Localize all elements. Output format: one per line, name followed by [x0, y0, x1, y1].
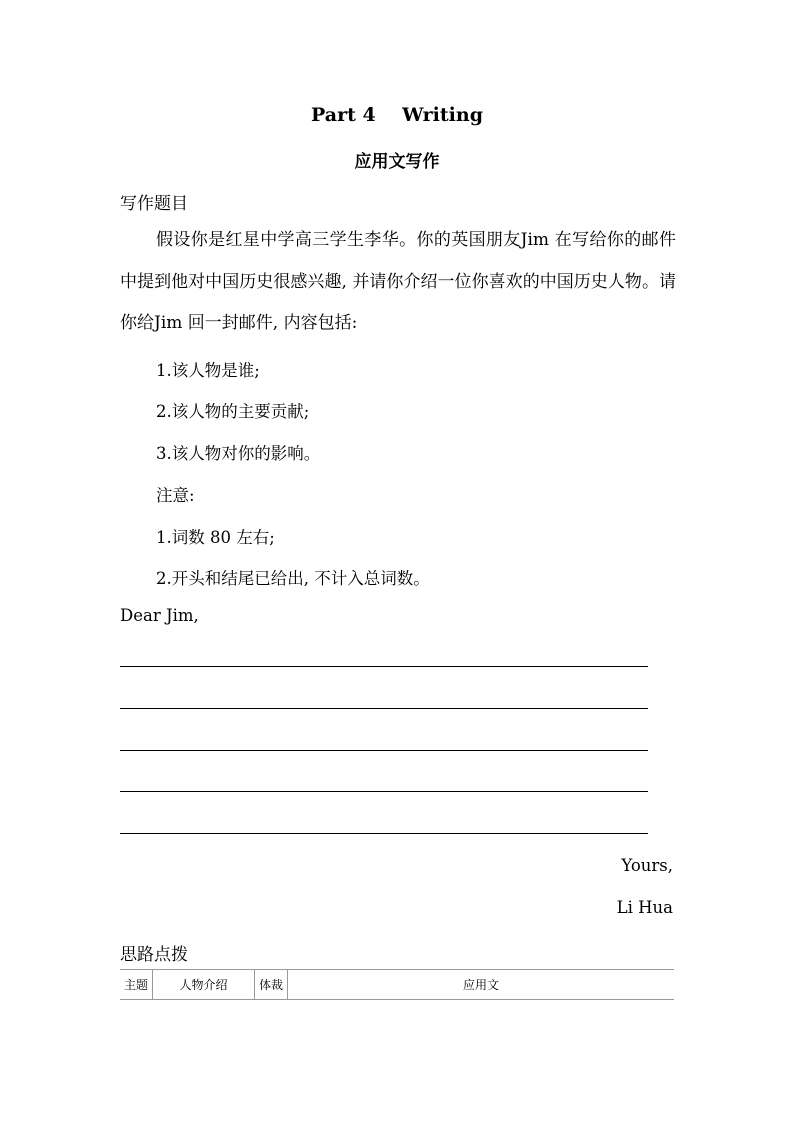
content-point-3: 3.该人物对你的影响。 — [156, 444, 321, 463]
letter-signature: Li Hua — [616, 898, 673, 917]
answer-line[interactable] — [120, 791, 648, 792]
note-2: 2.开头和结尾已给出, 不计入总词数。 — [156, 569, 430, 588]
guidance-table — [120, 969, 674, 1000]
answer-line[interactable] — [120, 708, 648, 709]
topic-label-cell: 主题 — [120, 970, 153, 1000]
content-point-1: 1.该人物是谁; — [156, 361, 260, 380]
task-scenario — [120, 220, 676, 345]
topic-value-cell: 人物介绍 — [153, 970, 255, 1000]
guidance-heading: 思路点拨 — [120, 945, 188, 965]
writing-task-heading: 写作题目 — [120, 194, 188, 214]
genre-label-cell: 体裁 — [255, 970, 288, 1000]
scenario-text: 假设你是红星中学高三学生李华。你的英国朋友Jim 在写给你的邮件中提到他对中国历史很感兴趣, 并请你介绍一位你喜欢的中国历史人物。请你给Jim 回一封邮件, 内容包括: — [120, 230, 676, 333]
answer-line[interactable] — [120, 833, 648, 834]
part-title: Part 4 Writing — [311, 104, 483, 126]
letter-closing: Yours, — [621, 856, 673, 875]
genre-value-cell: 应用文 — [288, 970, 675, 1000]
notes-label: 注意: — [156, 486, 195, 505]
note-1: 1.词数 80 左右; — [156, 528, 275, 547]
answer-line[interactable] — [120, 750, 648, 751]
table-row — [120, 970, 674, 1000]
answer-line[interactable] — [120, 666, 648, 667]
content-point-2: 2.该人物的主要贡献; — [156, 402, 310, 421]
section-subtitle: 应用文写作 — [354, 152, 440, 172]
letter-greeting: Dear Jim, — [120, 606, 199, 625]
